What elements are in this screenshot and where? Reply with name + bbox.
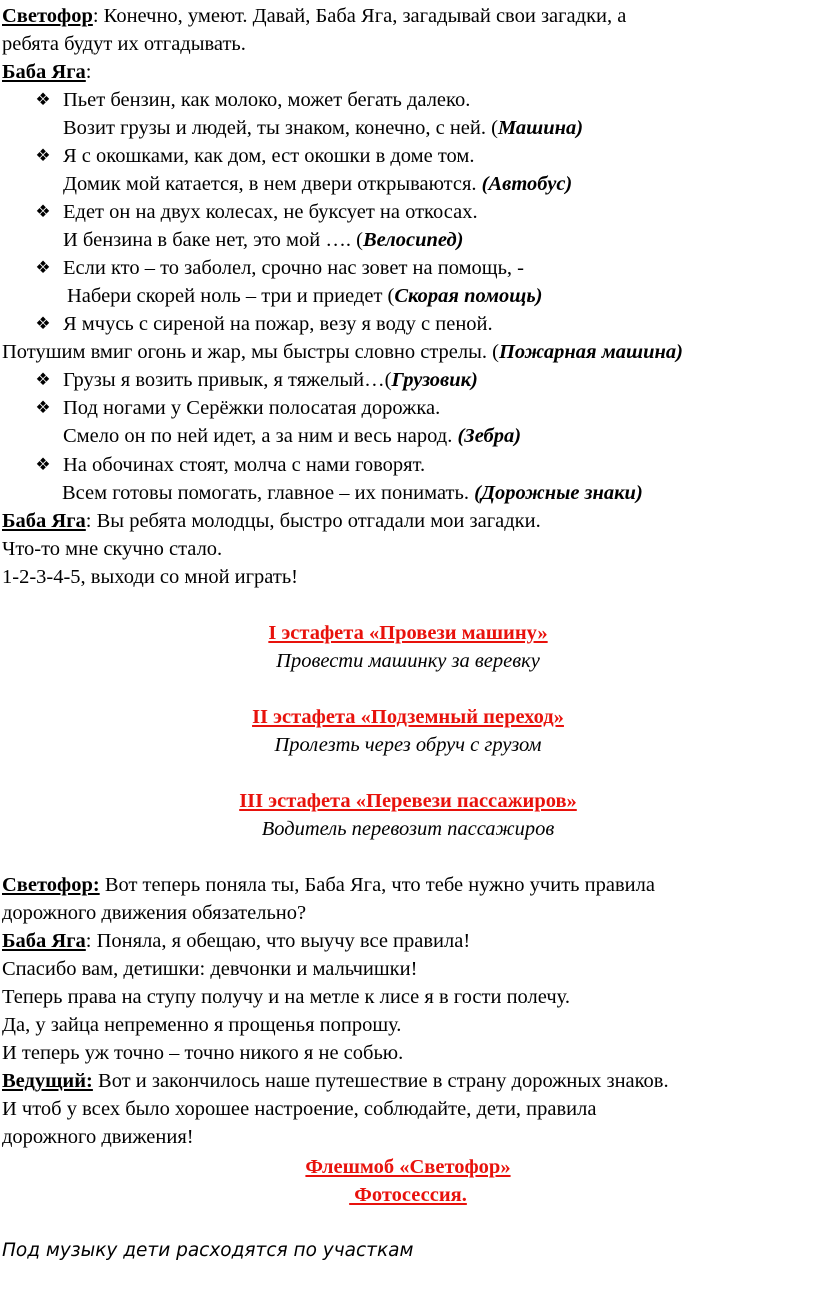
flashmob-title: Флешмоб «Светофор» xyxy=(305,1156,511,1178)
relay-3-title: III эстафета «Перевези пассажиров» xyxy=(239,790,577,812)
host-line-3: дорожного движения! xyxy=(2,1126,194,1148)
riddle-3-line-2: И бензина в баке нет, это мой …. (Велосипед) xyxy=(63,229,464,251)
riddle-6-answer: Грузовик) xyxy=(391,369,478,391)
relay-2-title: II эстафета «Подземный переход» xyxy=(252,706,564,728)
baba-closing-line-2: Спасибо вам, детишки: девчонки и мальчишки! xyxy=(2,958,418,980)
closing-note: Под музыку дети расходятся по участкам xyxy=(2,1240,414,1261)
diamond-bullet-icon: ❖ xyxy=(35,370,51,389)
svetofor-closing-line-2: дорожного движения обязательно? xyxy=(2,902,307,924)
riddle-4-line-1: Если кто – то заболел, срочно нас зовет на помощь, - xyxy=(63,257,524,279)
riddle-1-line-1: Пьет бензин, как молоко, может бегать далеко. xyxy=(63,89,471,111)
speaker-baba-yaga: Баба Яга xyxy=(2,61,86,83)
baba-closing-line-5: И теперь уж точно – точно никого я не собью. xyxy=(2,1042,404,1064)
riddle-2-line-2: Домик мой катается, в нем двери открываются. (Автобус) xyxy=(63,173,573,195)
baba-closing-line-4: Да, у зайца непременно я прощенья попрошу. xyxy=(2,1014,402,1036)
speaker-svetofor: Светофор: xyxy=(2,874,100,896)
riddle-2-line-1: Я с окошками, как дом, ест окошки в доме том. xyxy=(63,145,475,167)
riddle-7-answer: (Зебра) xyxy=(457,425,522,447)
baba-closing-line-3: Теперь права на ступу получу и на метле к лисе я в гости полечу. xyxy=(2,986,570,1008)
riddle-3-answer: Велосипед) xyxy=(362,229,464,251)
speaker-baba-yaga: Баба Яга xyxy=(2,930,86,952)
riddle-8-line-2: Всем готовы помогать, главное – их понимать. (Дорожные знаки) xyxy=(62,482,643,504)
riddle-1-line-2: Возит грузы и людей, ты знаком, конечно, с ней. (Машина) xyxy=(63,117,584,139)
riddle-5-answer: Пожарная машина) xyxy=(498,341,683,363)
riddle-5-line-2: Потушим вмиг огонь и жар, мы быстры словно стрелы. (Пожарная машина) xyxy=(2,341,683,363)
riddle-7-line-1: Под ногами у Серёжки полосатая дорожка. xyxy=(63,397,441,419)
diamond-bullet-icon: ❖ xyxy=(35,398,51,417)
praise-line-3: 1-2-3-4-5, выходи со мной играть! xyxy=(2,566,299,588)
svetofor-closing-line-1: Светофор: Вот теперь поняла ты, Баба Яга, что тебе нужно учить правила xyxy=(2,874,655,896)
host-line-1: Ведущий: Вот и закончилось наше путешествие в страну дорожных знаков. xyxy=(2,1070,669,1092)
host-line-2: И чтоб у всех было хорошее настроение, соблюдайте, дети, правила xyxy=(2,1098,597,1120)
riddle-1-answer: Машина) xyxy=(497,117,584,139)
relay-3-description: Водитель перевозит пассажиров xyxy=(261,818,555,840)
baba-closing-line-1: Баба Яга: Поняла, я обещаю, что выучу все правила! xyxy=(2,930,471,952)
diamond-bullet-icon: ❖ xyxy=(35,258,51,277)
intro-text-1: : Конечно, умеют. Давай, Баба Яга, загадывай свои загадки, а xyxy=(92,5,627,27)
diamond-bullet-icon: ❖ xyxy=(35,202,51,221)
diamond-bullet-icon: ❖ xyxy=(35,146,51,165)
relay-2-description: Пролезть через обруч с грузом xyxy=(274,734,542,756)
relay-1-description: Провести машинку за веревку xyxy=(276,650,540,672)
diamond-bullet-icon: ❖ xyxy=(35,455,51,474)
photosession-title: Фотосессия. xyxy=(349,1184,467,1206)
relay-1-title: I эстафета «Провези машину» xyxy=(268,622,548,644)
riddle-5-line-1: Я мчусь с сиреной на пожар, везу я воду с пеной. xyxy=(63,313,493,335)
intro-line-1 xyxy=(2,3,626,29)
praise-line-1: Баба Яга: Вы ребята молодцы, быстро отгадали мои загадки. xyxy=(2,510,541,532)
riddle-3-line-1: Едет он на двух колесах, не буксует на откосах. xyxy=(63,201,478,223)
riddle-6-line-1: Грузы я возить привык, я тяжелый…(Грузовик) xyxy=(63,369,478,391)
speaker-host: Ведущий: xyxy=(2,1070,93,1092)
diamond-bullet-icon: ❖ xyxy=(35,314,51,333)
praise-line-2: Что-то мне скучно стало. xyxy=(2,538,223,560)
riddle-7-line-2: Смело он по ней идет, а за ним и весь народ. (Зебра) xyxy=(63,425,522,447)
speaker-baba-yaga: Баба Яга xyxy=(2,510,86,532)
diamond-bullet-icon: ❖ xyxy=(35,90,51,109)
riddles-header: Баба Яга: xyxy=(2,61,92,83)
riddle-2-answer: (Автобус) xyxy=(481,173,573,195)
speaker-svetofor: Светофор xyxy=(2,5,93,27)
riddle-8-answer: (Дорожные знаки) xyxy=(474,482,643,504)
riddle-8-line-1: На обочинах стоят, молча с нами говорят. xyxy=(63,454,426,476)
riddle-4-answer: Скорая помощь) xyxy=(394,285,543,307)
riddle-4-line-2: Набери скорей ноль – три и приедет (Скорая помощь) xyxy=(67,285,543,307)
intro-line-2: ребята будут их отгадывать. xyxy=(2,33,246,55)
